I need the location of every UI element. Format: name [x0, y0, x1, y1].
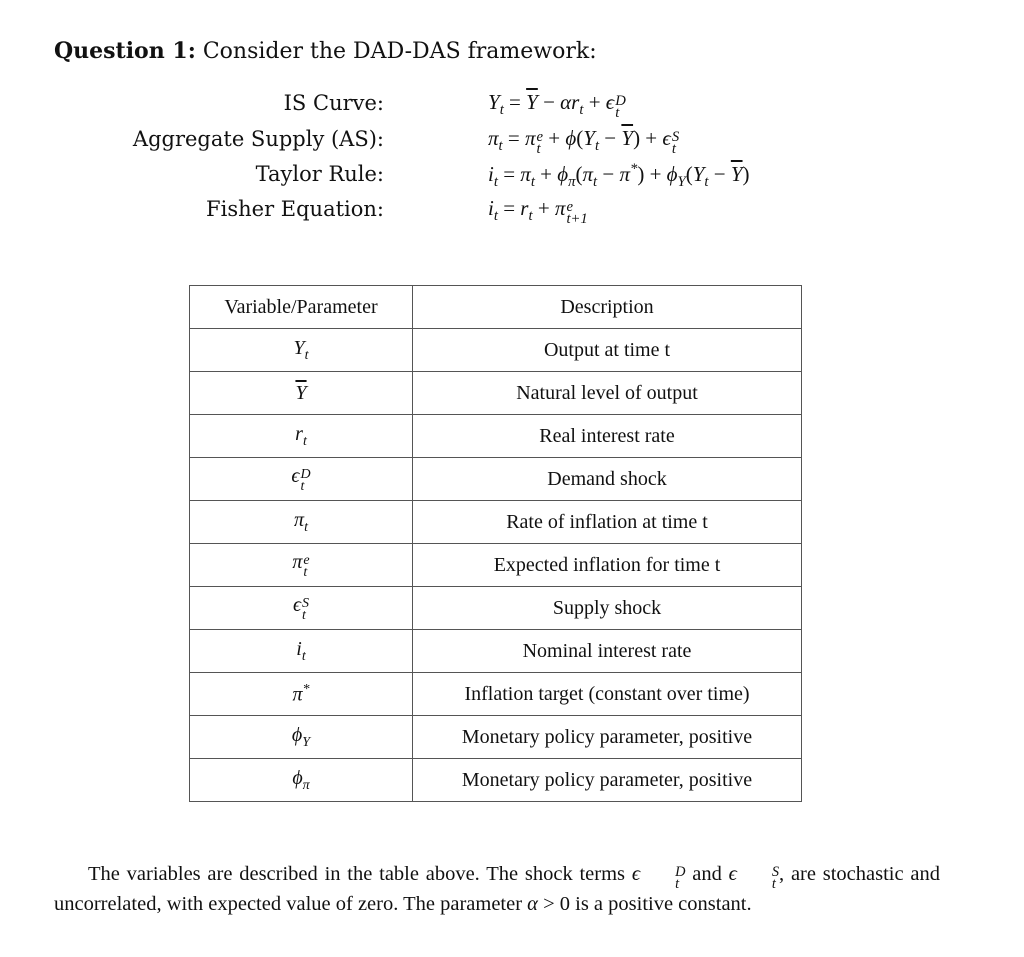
taylor-rule-equation: $i_t = \pi_t + \phi_\pi(\pi_t - \pi^*) + \phi_Y(Y_t - \overline{Y})$	[488, 161, 750, 191]
epsilon-d-scripts: D t	[675, 863, 686, 892]
symbol-i-t: $i_t$	[190, 630, 413, 673]
table-row	[190, 630, 802, 673]
fisher-equation-label: Fisher Equation:	[206, 197, 384, 221]
table-row	[190, 759, 802, 802]
description-cell: Output at time t	[413, 329, 802, 372]
header-variable: Variable/Parameter	[190, 286, 413, 329]
symbol-y-t: $Y_t$	[190, 329, 413, 372]
fisher-equation: $i_t = r_t + \pi$ e t+1	[488, 196, 588, 228]
table-row	[190, 415, 802, 458]
is-curve-equation: $Y_t = \overline{Y} - \alpha r_t + \epsilon$ D t	[488, 90, 626, 122]
is-curve-label: IS Curve:	[283, 91, 384, 115]
description-cell: Supply shock	[413, 587, 802, 630]
epsilon-s-scripts: S t	[771, 863, 780, 892]
paragraph-part-4: > 0 is a positive constant.	[537, 893, 752, 916]
paragraph-part-1: The variables are described in the table above. The shock terms	[88, 863, 632, 885]
question-heading	[54, 38, 597, 64]
table-row	[190, 544, 802, 587]
table-row	[190, 716, 802, 759]
as-label: Aggregate Supply (AS):	[132, 127, 384, 151]
table-row	[190, 458, 802, 501]
paragraph-part-2: and	[685, 863, 729, 885]
symbol-pi-t: $\pi_t$	[190, 501, 413, 544]
as-equation: $\pi_t = \pi$ e t + $\phi(Y_t - \overline{Y}) + \epsilon$ S t	[488, 126, 680, 158]
description-cell: Monetary policy parameter, positive	[413, 759, 802, 802]
description-paragraph	[54, 860, 940, 919]
symbol-phi-pi: $\phi_\pi$	[190, 759, 413, 802]
description-cell: Expected inflation for time t	[413, 544, 802, 587]
description-cell: Natural level of output	[413, 372, 802, 415]
header-description: Description	[413, 286, 802, 329]
description-cell: Real interest rate	[413, 415, 802, 458]
alpha-symbol: α	[527, 893, 538, 916]
taylor-rule-label: Taylor Rule:	[255, 162, 384, 186]
epsilon-s-symbol: ϵ	[728, 863, 737, 885]
paragraph-part-3: , are stochastic and uncorrelated, with expected value of zero. The parameter	[54, 863, 940, 916]
table-header-row	[190, 286, 802, 329]
symbol-pi-star: π*	[190, 673, 413, 716]
table-row	[190, 587, 802, 630]
symbol-pi-e: π e t	[190, 544, 413, 587]
table-row	[190, 501, 802, 544]
table-row	[190, 329, 802, 372]
question-intro: Consider the DAD-DAS framework:	[202, 39, 597, 64]
variable-table	[189, 285, 802, 802]
question-number: Question 1:	[54, 38, 196, 64]
epsilon-d-symbol: ϵ	[631, 863, 641, 885]
symbol-phi-y: $\phi_Y$	[190, 716, 413, 759]
table-row	[190, 673, 802, 716]
symbol-epsilon-d: ϵ D t	[190, 458, 413, 501]
symbol-r-t: $r_t$	[190, 415, 413, 458]
table-row	[190, 372, 802, 415]
description-cell: Monetary policy parameter, positive	[413, 716, 802, 759]
description-cell: Nominal interest rate	[413, 630, 802, 673]
symbol-epsilon-s: ϵ S t	[190, 587, 413, 630]
description-cell: Inflation target (constant over time)	[413, 673, 802, 716]
symbol-y-bar: $\overline{Y}$	[190, 372, 413, 415]
description-cell: Demand shock	[413, 458, 802, 501]
description-cell: Rate of inflation at time t	[413, 501, 802, 544]
